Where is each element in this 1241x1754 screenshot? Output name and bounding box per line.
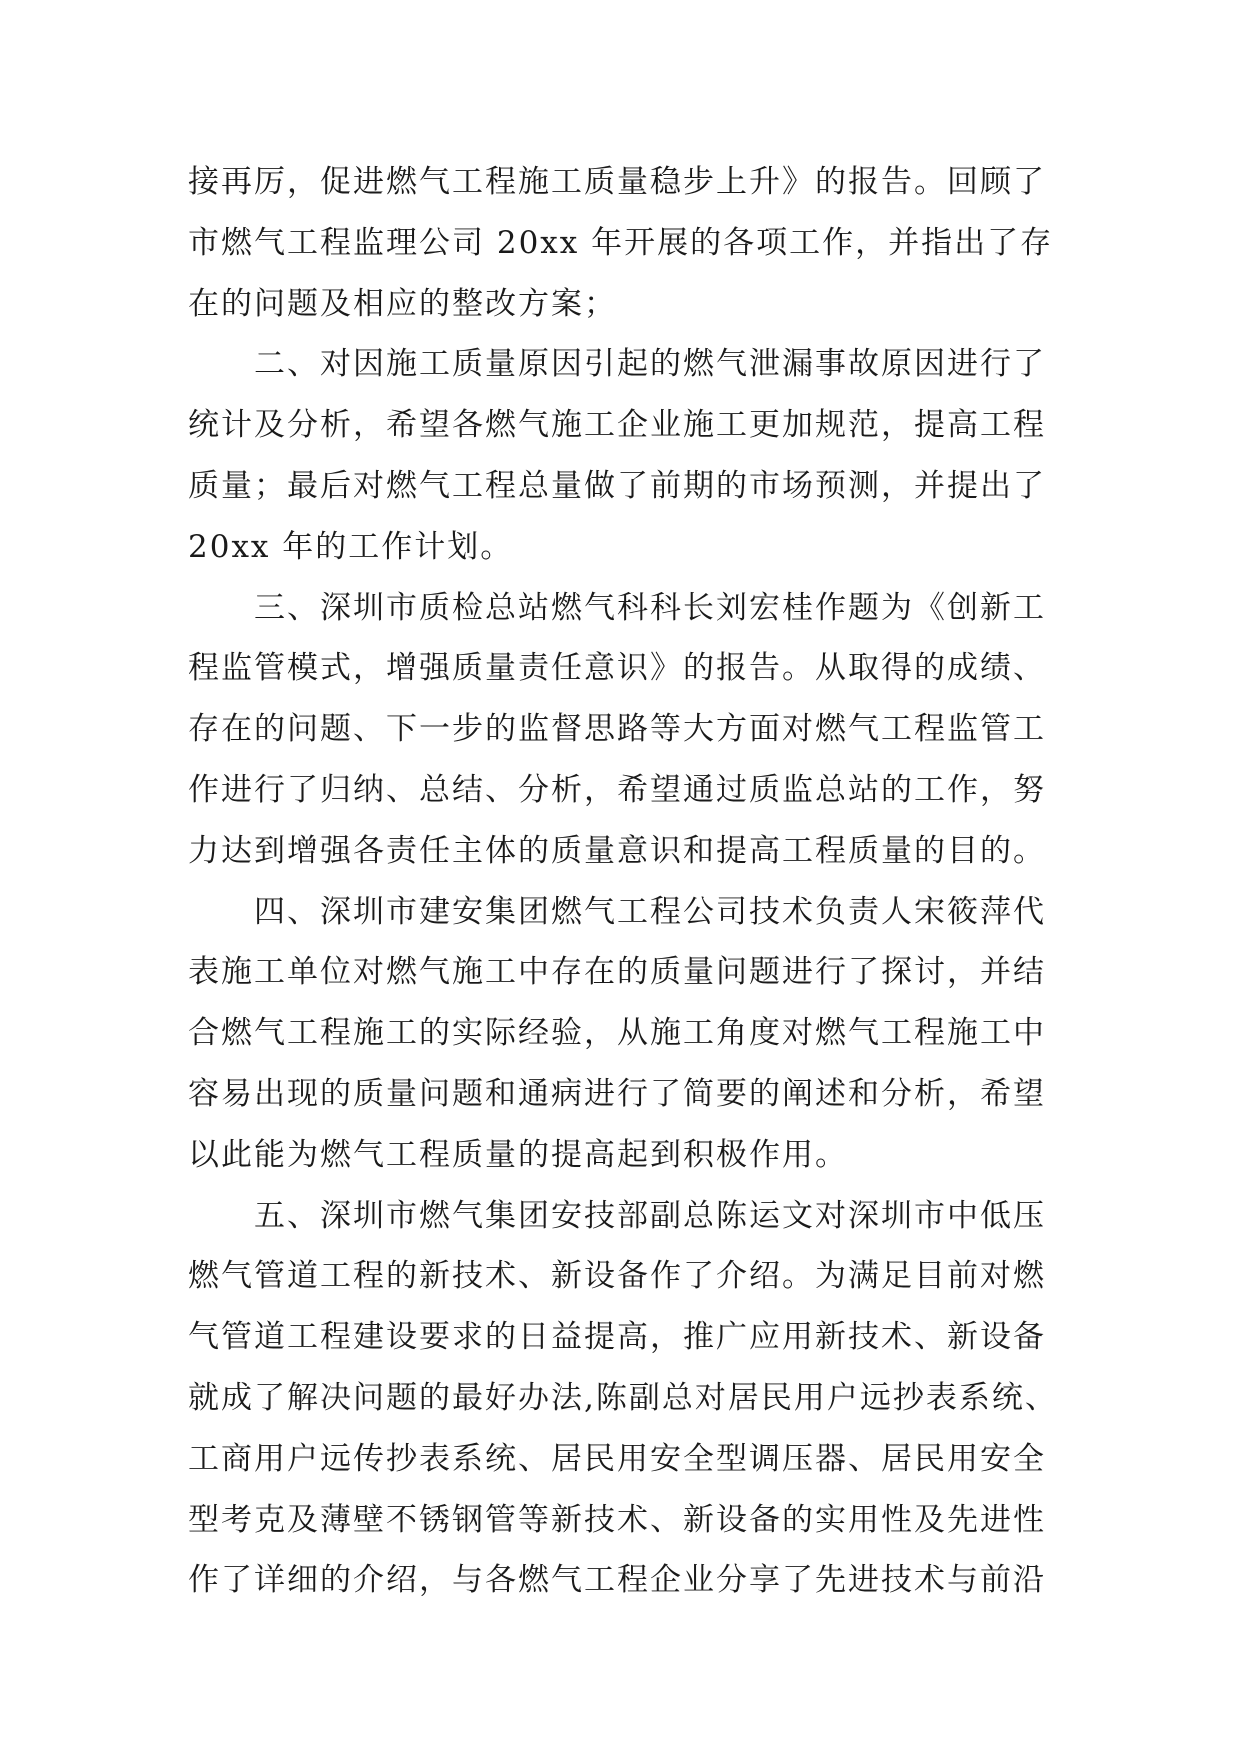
text-line: 力达到增强各责任主体的质量意识和提高工程质量的目的。 <box>188 832 1046 869</box>
text-line: 合燃气工程施工的实际经验，从施工角度对燃气工程施工中 <box>188 1015 1046 1052</box>
text-line: 五、深圳市燃气集团安技部副总陈运文对深圳市中低压 <box>188 1197 1046 1234</box>
text-line: 燃气管道工程的新技术、新设备作了介绍。为满足目前对燃 <box>188 1258 1046 1295</box>
text-line: 作了详细的介绍，与各燃气工程企业分享了先进技术与前沿 <box>188 1562 1046 1599</box>
text-line: 20xx 年的工作计划。 <box>188 528 514 565</box>
text-line: 容易出现的质量问题和通病进行了简要的阐述和分析，希望 <box>188 1075 1046 1112</box>
text-line: 表施工单位对燃气施工中存在的质量问题进行了探讨，并结 <box>188 954 1046 991</box>
text-line: 二、对因施工质量原因引起的燃气泄漏事故原因进行了 <box>188 346 1046 383</box>
text-line: 四、深圳市建安集团燃气工程公司技术负责人宋筱萍代 <box>188 893 1046 930</box>
text-line: 型考克及薄壁不锈钢管等新技术、新设备的实用性及先进性 <box>188 1501 1046 1538</box>
text-line: 程监管模式，增强质量责任意识》的报告。从取得的成绩、 <box>188 650 1046 687</box>
text-line: 存在的问题、下一步的监督思路等大方面对燃气工程监管工 <box>188 711 1046 748</box>
text-line: 接再厉，促进燃气工程施工质量稳步上升》的报告。回顾了 <box>188 164 1046 200</box>
text-line: 在的问题及相应的整改方案； <box>188 285 617 322</box>
text-line: 统计及分析，希望各燃气施工企业施工更加规范，提高工程 <box>188 407 1046 444</box>
text-line: 作进行了归纳、总结、分析，希望通过质监总站的工作，努 <box>188 771 1046 808</box>
text-line: 以此能为燃气工程质量的提高起到积极作用。 <box>188 1136 848 1173</box>
text-line: 市燃气工程监理公司 20xx 年开展的各项工作，并指出了存 <box>188 224 1054 261</box>
text-line: 三、深圳市质检总站燃气科科长刘宏桂作题为《创新工 <box>188 589 1046 626</box>
text-line: 质量；最后对燃气工程总量做了前期的市场预测，并提出了 <box>188 467 1046 504</box>
text-line: 工商用户远传抄表系统、居民用安全型调压器、居民用安全 <box>188 1440 1046 1477</box>
text-line: 就成了解决问题的最好办法,陈副总对居民用户远抄表系统、 <box>188 1379 1058 1416</box>
text-line: 气管道工程建设要求的日益提高，推广应用新技术、新设备 <box>188 1319 1046 1356</box>
body-text <box>188 152 1078 1611</box>
